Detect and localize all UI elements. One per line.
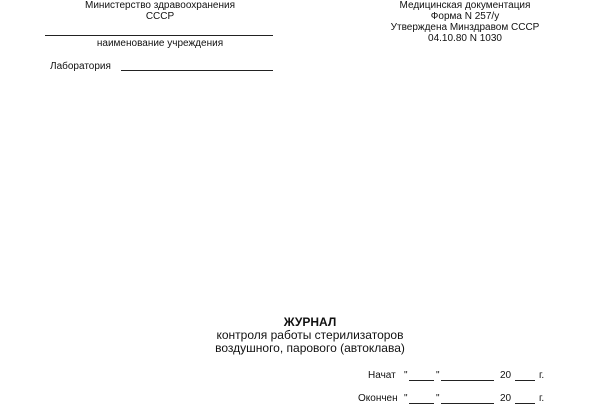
end-quote-close: " bbox=[436, 393, 440, 404]
start-label: Начат bbox=[368, 370, 396, 381]
ministry-name: Министерство здравоохранения bbox=[85, 0, 235, 11]
journal-subtitle-line1: контроля работы стерилизаторов bbox=[216, 328, 404, 342]
end-label: Окончен bbox=[358, 393, 398, 404]
laboratory-label: Лаборатория bbox=[50, 61, 111, 72]
end-century: 20 bbox=[500, 393, 512, 404]
ministry-header bbox=[40, 0, 280, 22]
institution-name-line bbox=[45, 35, 273, 36]
form-approval-block bbox=[370, 0, 560, 44]
end-month-line bbox=[441, 403, 494, 404]
laboratory-name-line bbox=[121, 70, 273, 71]
journal-title-block bbox=[150, 315, 470, 355]
institution-caption: наименование учреждения bbox=[96, 38, 224, 49]
journal-title: ЖУРНАЛ bbox=[283, 315, 337, 329]
medical-doc-label: Медицинская документация bbox=[399, 0, 531, 11]
end-quote-open: " bbox=[404, 393, 408, 404]
start-quote-open: " bbox=[404, 370, 408, 381]
end-year-suffix: г. bbox=[539, 393, 545, 404]
approval-date-number: 04.10.80 N 1030 bbox=[428, 33, 502, 44]
start-month-line bbox=[441, 380, 494, 381]
approval-text: Утверждена Минздравом СССР bbox=[390, 22, 540, 33]
end-year-line bbox=[515, 403, 535, 404]
form-number: Форма N 257/у bbox=[430, 11, 500, 22]
start-year-suffix: г. bbox=[539, 370, 545, 381]
ministry-country: СССР bbox=[145, 11, 175, 22]
end-day-line bbox=[409, 403, 434, 404]
start-day-line bbox=[409, 380, 434, 381]
start-quote-close: " bbox=[436, 370, 440, 381]
start-year-line bbox=[515, 380, 535, 381]
start-century: 20 bbox=[500, 370, 512, 381]
journal-subtitle-line2: воздушного, парового (автоклава) bbox=[215, 341, 405, 355]
